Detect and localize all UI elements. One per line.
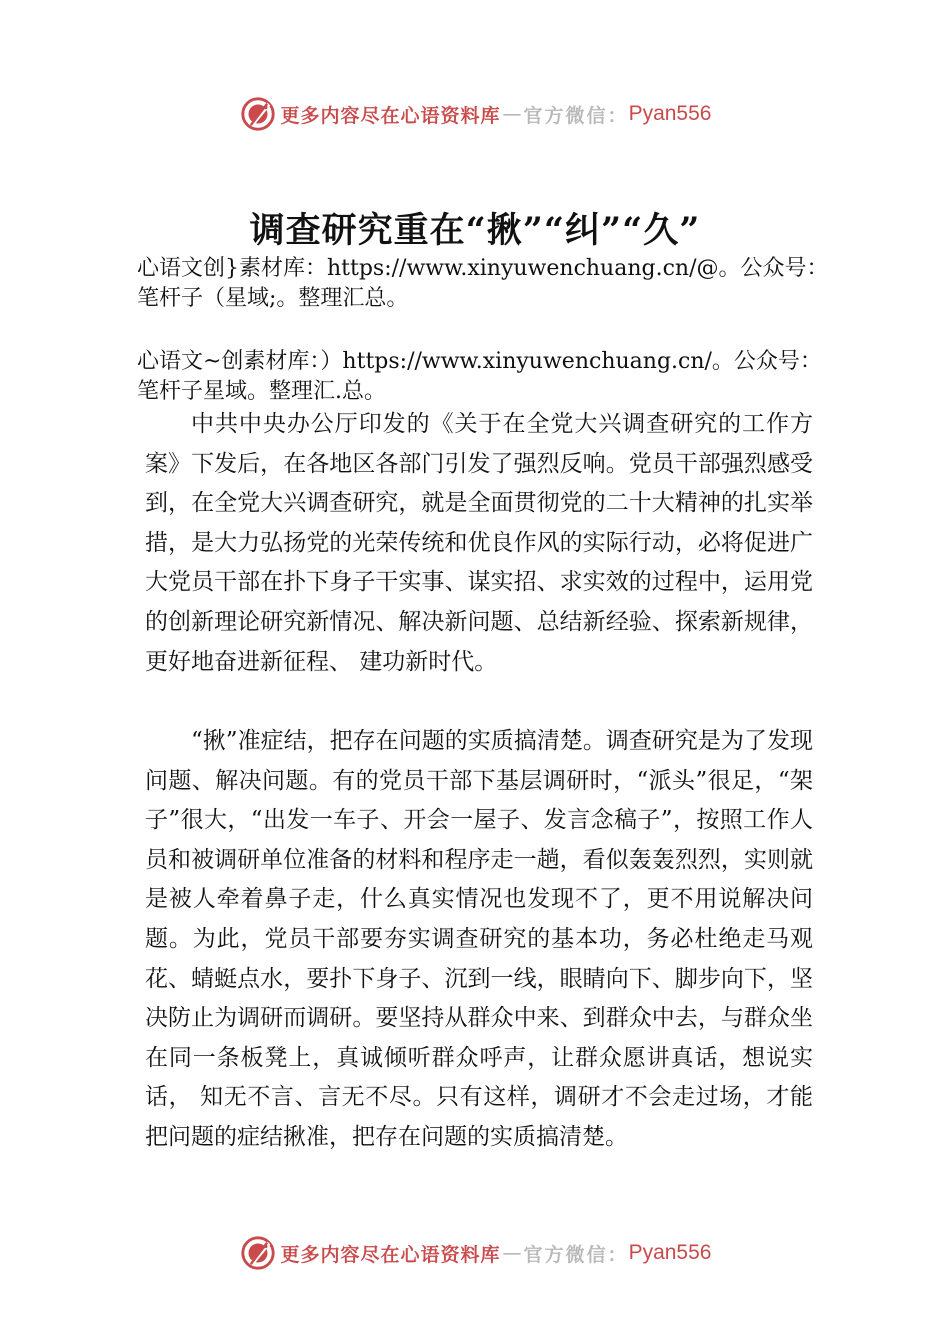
banner-wechat-handle: Pyan556 [628,1241,712,1264]
banner-text: 更多内容尽在心语资料库 [280,1243,501,1266]
banner-wechat-label: 官方微信： [523,1243,629,1266]
banner-wechat-handle: Pyan556 [628,102,712,125]
pen-logo-icon [239,1234,277,1272]
body-paragraph: 中共中央办公厅印发的《关于在全党大兴调查研究的工作方案》下发后，在各地区各部门引发了强烈反响。党员干部强烈感受到，在全党大兴调查研究，就是全面贯彻党的二十大精神的扎实举措，是大力弘扬党的光荣传统和优良作风的实际行动，必将促进广大党员干部在扑下身子干实事、谋实招、求实效的过程中，运用党的创新理论研究新情况、解决新问题、总结新经验、探索新规律，更好地奋进新征程、 建功新时代。 [145,411,813,675]
body-paragraph: “揪”准症结，把存在问题的实质搞清楚。调查研究是为了发现问题、解决问题。有的党员干部下基层调研时，“派头”很足，“架子”很大，“出发一车子、开会一屋子、发言念稿子”，按照工作人员和被调研单位准备的材料和程序走一趟，看似轰轰烈烈，实则就是被人牵着鼻子走，什么真实情况也发现不了，更不用说解决问题。为此，党员干部要夯实调查研究的基本功，务必杜绝走马观花、蜻蜓点水，要扑下身子、沉到一线，眼睛向下、脚步向下，坚决防止为调研而调研。要坚持从群众中来、到群众中去，与群众坐在同一条板凳上，真诚倾听群众呼声，让群众愿讲真话，想说实话， 知无不言、言无不尽。只有这样，调研才不会走过场，才能把问题的症结揪准，把存在问题的实质搞清楚。 [145,728,813,1150]
footer-banner [0,1231,950,1275]
banner-separator: — [502,103,522,125]
banner-wechat-label: 官方微信： [523,104,629,127]
banner-separator: — [502,1242,522,1264]
source-note: 心语文创}素材库：https://www.xinyuwenchuang.cn/@。公众号：笔杆子（星域;。整理汇总。 [137,256,829,311]
pen-logo-icon [239,95,277,133]
header-banner [0,92,950,136]
source-note: 心语文~创素材库：）https://www.xinyuwenchuang.cn/。公众号：笔杆子星域。整理汇.总。 [137,349,822,404]
banner-text: 更多内容尽在心语资料库 [280,104,501,127]
page-title: 调查研究重在“揪”“纠”“久” [249,210,701,251]
